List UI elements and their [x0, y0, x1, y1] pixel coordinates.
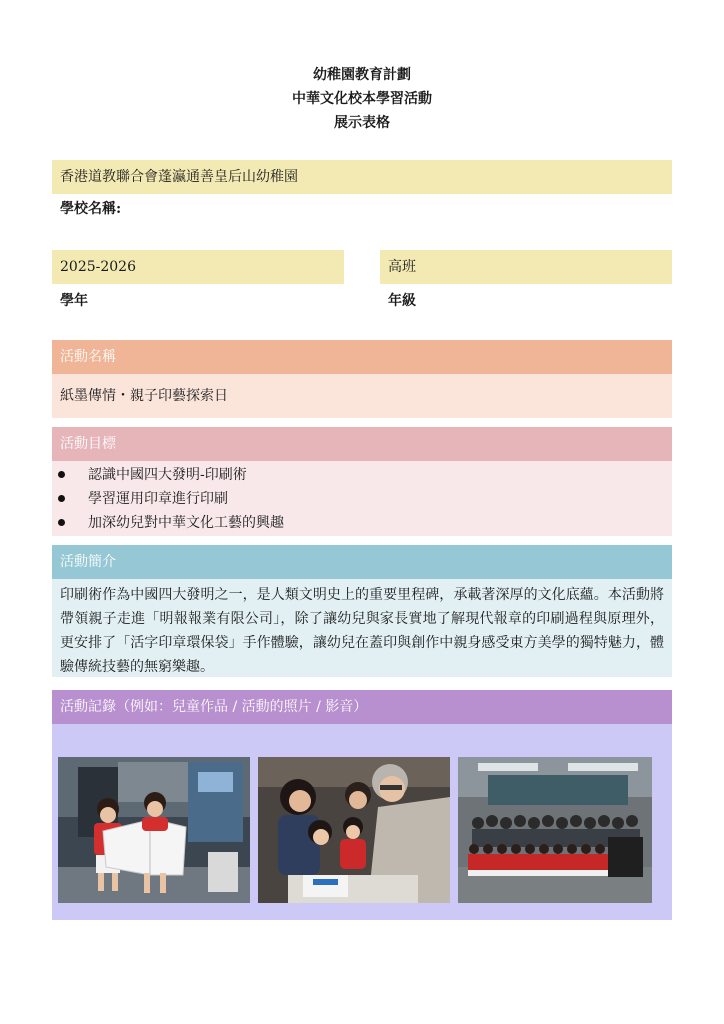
- bullet-icon: [58, 471, 65, 478]
- grade-label: 年級: [388, 293, 416, 309]
- doc-title-line-3: 展示表格: [334, 115, 390, 131]
- grade-field: 高班: [380, 250, 672, 284]
- group-photo-at-printing-press: [458, 757, 652, 903]
- bullet-icon: [58, 495, 65, 502]
- activity-name-value: 紙墨傳情・親子印藝探索日: [52, 374, 672, 418]
- intro-heading: 活動簡介: [52, 545, 672, 579]
- school-year-field: 2025-2026: [52, 250, 344, 284]
- bullet-icon: [58, 519, 65, 526]
- objectives-heading: 活動目標: [52, 427, 672, 461]
- objective-item: 加深幼兒對中華文化工藝的興趣: [52, 511, 672, 535]
- school-year-label: 學年: [60, 293, 88, 309]
- children-with-newspaper-photo: [58, 757, 250, 903]
- objectives-body: [52, 461, 672, 536]
- objective-item: 認識中國四大發明-印刷術: [52, 463, 672, 487]
- objective-item: 學習運用印章進行印刷: [52, 487, 672, 511]
- objectives-list: [52, 463, 672, 535]
- school-name-label: 學校名稱:: [60, 201, 122, 217]
- stamping-workshop-photo: [258, 757, 450, 903]
- records-heading: 活動記錄（例如：兒童作品 / 活動的照片 / 影音）: [52, 690, 672, 724]
- school-name-field: 香港道教聯合會蓬瀛通善皇后山幼稚園: [52, 160, 672, 194]
- doc-title-line-2: 中華文化校本學習活動: [292, 91, 432, 107]
- activity-name-heading: 活動名稱: [52, 340, 672, 374]
- doc-title-line-1: 幼稚園教育計劃: [313, 67, 411, 83]
- intro-text: 印刷術作為中國四大發明之一，是人類文明史上的重要里程碑，承載著深厚的文化底蘊。本活動將帶領親子走進「明報報業有限公司」，除了讓幼兒與家長實地了解現代報章的印刷過程與原理外，更安排了「活字印章環保袋」手作體驗，讓幼兒在蓋印與創作中親身感受東方美學的獨特魅力，體驗傳統技藝的無窮樂趣。: [52, 579, 672, 677]
